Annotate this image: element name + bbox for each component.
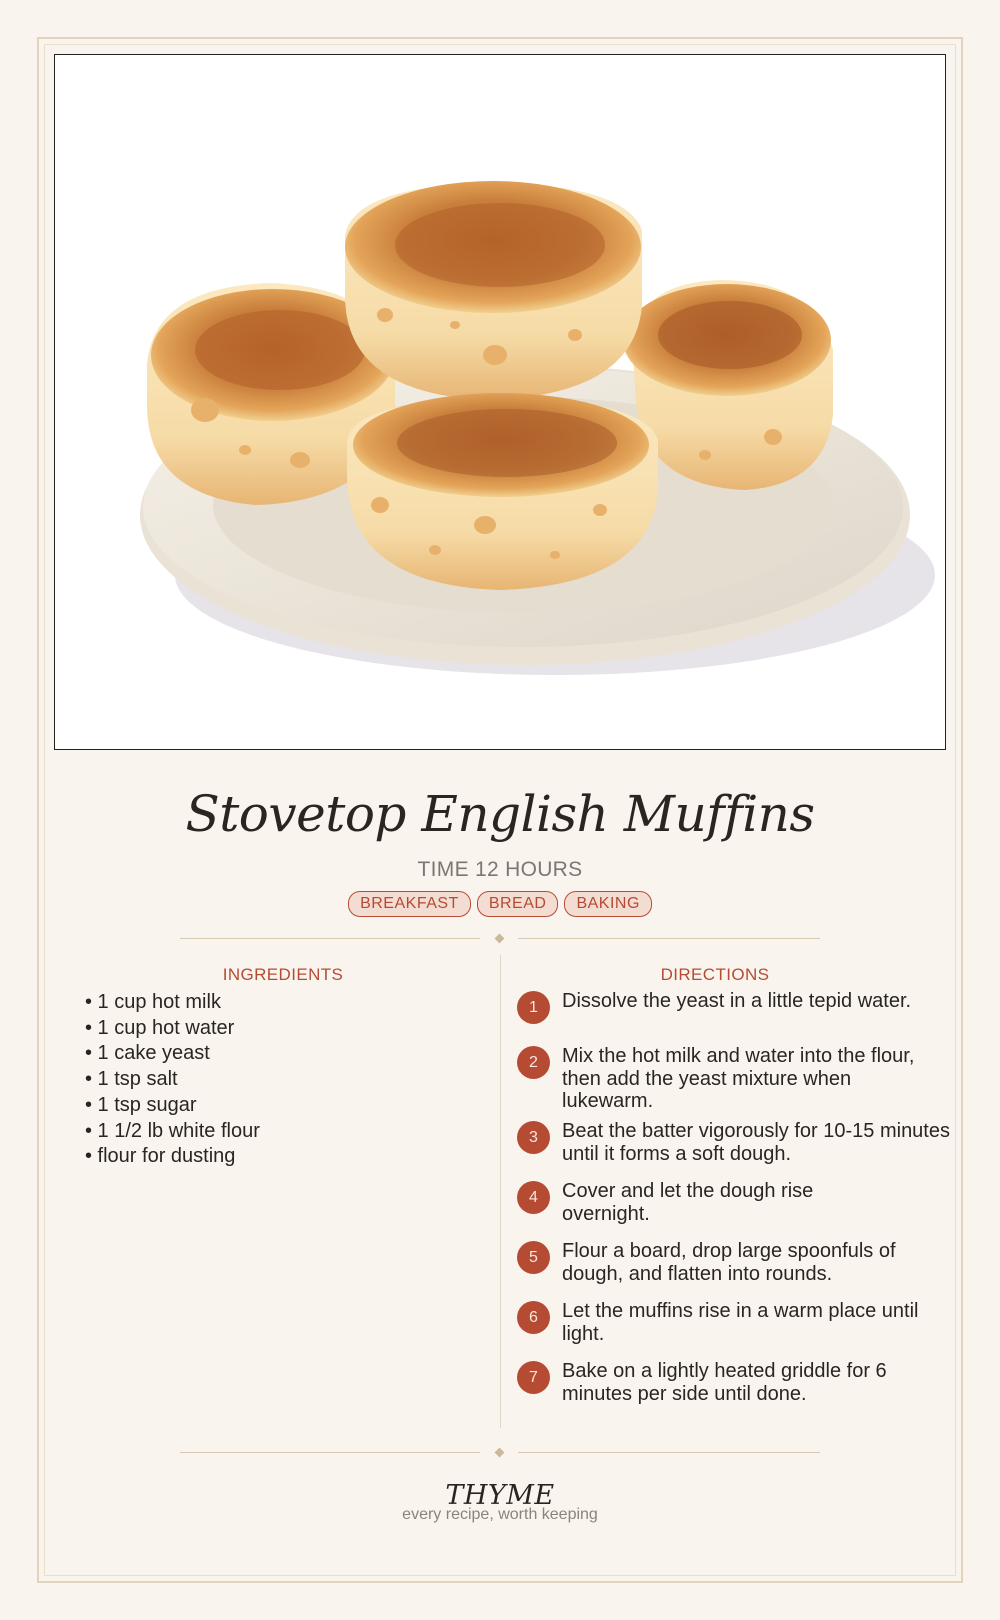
direction-step [517, 1045, 932, 1113]
tag-breakfast[interactable]: BREAKFAST [348, 891, 471, 917]
step-number: 3 [517, 1121, 550, 1154]
recipe-time: TIME 12 HOURS [417, 858, 583, 881]
step-number: 6 [517, 1301, 550, 1334]
ingredient-item: • flour for dusting [85, 1145, 236, 1168]
direction-step [517, 1240, 962, 1285]
step-text: Flour a board, drop large spoonfuls of dough, and flatten into rounds. [562, 1240, 896, 1285]
direction-step [517, 1180, 902, 1225]
step-text: Bake on a lightly heated griddle for 6 minutes per side until done. [562, 1360, 887, 1405]
step-number: 7 [517, 1361, 550, 1394]
bottom-divider-right [518, 1452, 820, 1453]
ingredient-item: • 1 tsp salt [85, 1068, 178, 1091]
recipe-tags [0, 891, 1000, 917]
ingredient-item: • 1 cake yeast [85, 1042, 210, 1065]
brand-tagline: every recipe, worth keeping [402, 1506, 598, 1523]
step-number: 5 [517, 1241, 550, 1274]
bottom-divider-left [180, 1452, 480, 1453]
step-text: Let the muffins rise in a warm place until light. [562, 1300, 919, 1345]
ingredient-item: • 1 tsp sugar [85, 1093, 197, 1116]
step-number: 4 [517, 1181, 550, 1214]
top-divider-left [180, 938, 480, 939]
recipe-photo [54, 54, 946, 750]
ingredient-item: • 1 1/2 lb white flour [85, 1119, 260, 1142]
ingredients-heading: INGREDIENTS [222, 965, 344, 984]
step-text: Mix the hot milk and water into the flour, then add the yeast mixture when lukewarm. [562, 1045, 915, 1112]
english-muffins-illustration [55, 55, 945, 749]
tag-baking[interactable]: BAKING [564, 891, 651, 917]
step-text: Beat the batter vigorously for 10-15 minutes until it forms a soft dough. [562, 1120, 950, 1165]
ingredients-list [85, 990, 260, 1170]
ingredient-item: • 1 cup hot water [85, 1016, 235, 1039]
brand-logo-text: THYME [445, 1480, 555, 1511]
step-number: 2 [517, 1046, 550, 1079]
top-divider-right [518, 938, 820, 939]
direction-step [517, 1300, 962, 1345]
ingredient-item: • 1 cup hot milk [85, 991, 221, 1013]
direction-step [517, 990, 962, 1016]
column-divider [500, 955, 501, 1428]
direction-step [517, 1360, 962, 1405]
recipe-title: Stovetop English Muffins [185, 785, 815, 843]
step-text: Cover and let the dough rise overnight. [562, 1180, 814, 1225]
tag-bread[interactable]: BREAD [477, 891, 559, 917]
directions-heading: DIRECTIONS [660, 965, 770, 984]
direction-step [517, 1120, 962, 1165]
step-text: Dissolve the yeast in a little tepid water. [562, 990, 912, 1012]
step-number: 1 [517, 991, 550, 1024]
